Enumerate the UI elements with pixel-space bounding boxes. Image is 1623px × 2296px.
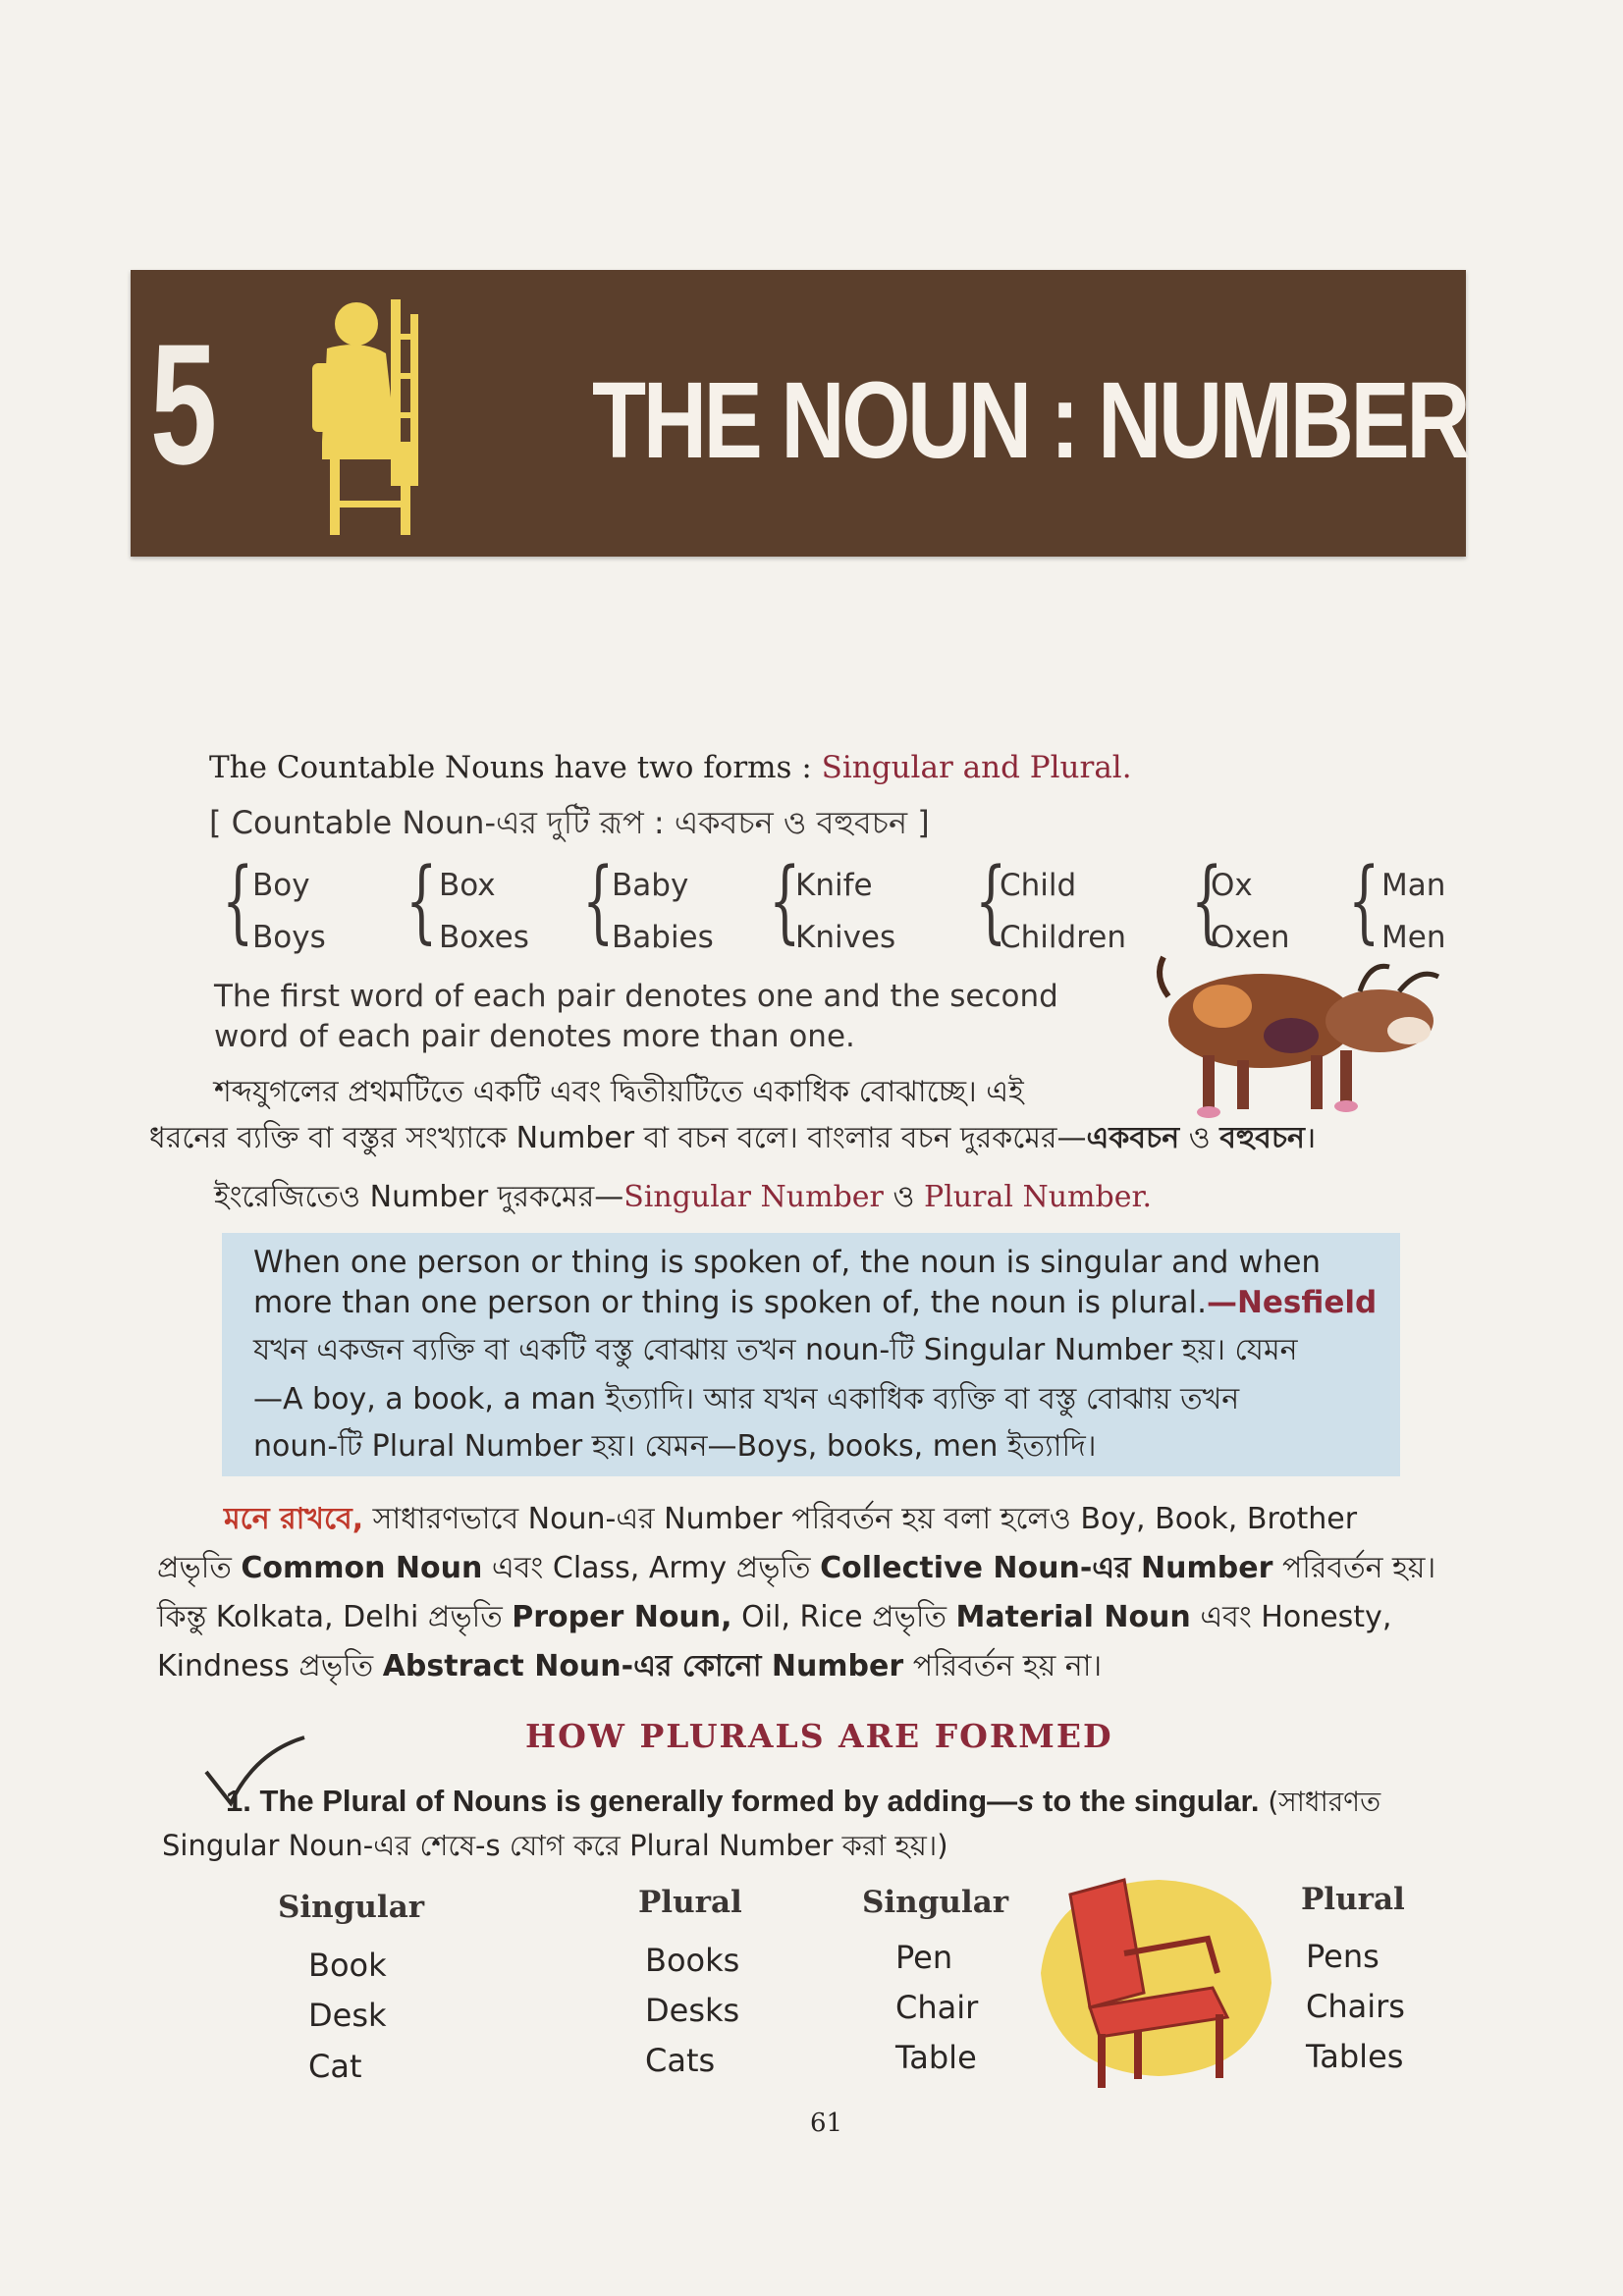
quote-bn-line3: noun-টি Plural Number হয়। যেমন—Boys, books, men ইত্যাদি।: [253, 1429, 1097, 1464]
table-cell: Cat: [308, 2048, 362, 2085]
pair-5: Child Children: [1000, 868, 1126, 956]
brace: {: [975, 848, 1007, 953]
note-label: মনে রাখবে,: [224, 1502, 364, 1536]
intro-highlight: Singular and Plural.: [821, 750, 1132, 785]
table-header-singular: Singular: [862, 1885, 1009, 1920]
explanation-line2: word of each pair denotes more than one.: [214, 1019, 855, 1054]
brace: {: [1191, 848, 1223, 953]
quote-author: —Nesfield: [1206, 1285, 1378, 1320]
brace: {: [769, 848, 801, 953]
ox-illustration-icon: [1144, 937, 1448, 1124]
note-line3: কিন্তু Kolkata, Delhi প্রভৃতি Proper Noun, Oil, Rice প্রভৃতি Material Noun এবং Honesty,: [157, 1600, 1392, 1634]
brace: {: [582, 848, 615, 953]
table-header-plural: Plural: [1301, 1882, 1405, 1917]
chair-illustration-icon: [1021, 1865, 1286, 2091]
pair-1: Boy Boys: [252, 868, 326, 956]
explanation-bn-line3: ইংরেজিতেও Number দুরকমের—Singular Number ও Plural Number.: [214, 1180, 1153, 1214]
table-cell: Table: [895, 2039, 977, 2076]
brace: {: [222, 848, 254, 953]
table-cell: Desks: [645, 1992, 740, 2029]
rule1-line1: 1. The Plural of Nouns is generally formed by adding—s to the singular. (সাধারণত: [226, 1784, 1381, 1818]
table-cell: Tables: [1306, 2038, 1404, 2075]
intro-bengali: [ Countable Noun-এর দুটি রূপ : একবচন ও বহুবচন ]: [209, 804, 930, 841]
table-cell: Books: [645, 1942, 740, 1979]
table-cell: Pen: [895, 1939, 953, 1976]
note-line1: মনে রাখবে, সাধারণভাবে Noun-এর Number পরিবর্তন হয় বলা হলেও Boy, Book, Brother: [224, 1502, 1358, 1536]
explanation-line1: The first word of each pair denotes one and the second: [214, 979, 1058, 1014]
chapter-title: THE NOUN : NUMBER: [592, 360, 1468, 481]
brace: {: [1348, 848, 1380, 953]
intro-line: The Countable Nouns have two forms : Singular and Plural.: [209, 750, 1132, 785]
table-cell: Chair: [895, 1989, 979, 2026]
quote-line1: When one person or thing is spoken of, the noun is singular and when: [253, 1245, 1322, 1280]
section-heading: HOW PLURALS ARE FORMED: [525, 1717, 1113, 1755]
table-cell: Desk: [308, 1997, 387, 2034]
quote-bn-line1: যখন একজন ব্যক্তি বা একটি বস্তু বোঝায় তখন noun-টি Singular Number হয়। যেমন: [253, 1333, 1298, 1367]
quote-line2: more than one person or thing is spoken of, the noun is plural.—Nesfield: [253, 1285, 1378, 1320]
table-cell: Chairs: [1306, 1988, 1405, 2025]
table-cell: Pens: [1306, 1938, 1380, 1975]
pair-4: Knife Knives: [795, 868, 896, 956]
pair-2: Box Boxes: [439, 868, 529, 956]
rule1-line2: Singular Noun-এর শেষে-s যোগ করে Plural Number করা হয়।): [162, 1829, 948, 1862]
table-header-plural: Plural: [638, 1885, 742, 1920]
table-cell: Book: [308, 1947, 387, 1984]
note-line2: প্রভৃতি Common Noun এবং Class, Army প্রভৃতি Collective Noun-এর Number পরিবর্তন হয়।: [157, 1551, 1436, 1585]
page-number: 61: [810, 2109, 843, 2138]
pair-3: Baby Babies: [612, 868, 714, 956]
chapter-number: 5: [150, 309, 218, 501]
reading-figure-icon: [302, 294, 440, 540]
pair-7: Man Men: [1381, 868, 1446, 956]
definition-box: [222, 1233, 1400, 1476]
chapter-banner: [131, 270, 1466, 557]
table-header-singular: Singular: [278, 1890, 425, 1925]
quote-bn-line2: —A boy, a book, a man ইত্যাদি। আর যখন একাধিক ব্যক্তি বা বস্তু বোঝায় তখন: [253, 1382, 1240, 1416]
pair-6: Ox Oxen: [1211, 868, 1290, 956]
brace: {: [406, 848, 438, 953]
explanation-bn-line2: ধরনের ব্যক্তি বা বস্তুর সংখ্যাকে Number বা বচন বলে। বাংলার বচন দুরকমের—একবচন ও বহুবচন।: [149, 1121, 1317, 1155]
table-cell: Cats: [645, 2042, 716, 2079]
note-line4: Kindness প্রভৃতি Abstract Noun-এর কোনো Number পরিবর্তন হয় না।: [157, 1649, 1103, 1683]
explanation-bn-line1: শব্দযুগলের প্রথমটিতে একটি এবং দ্বিতীয়টিতে একাধিক বোঝাচ্ছে। এই: [214, 1075, 1024, 1109]
